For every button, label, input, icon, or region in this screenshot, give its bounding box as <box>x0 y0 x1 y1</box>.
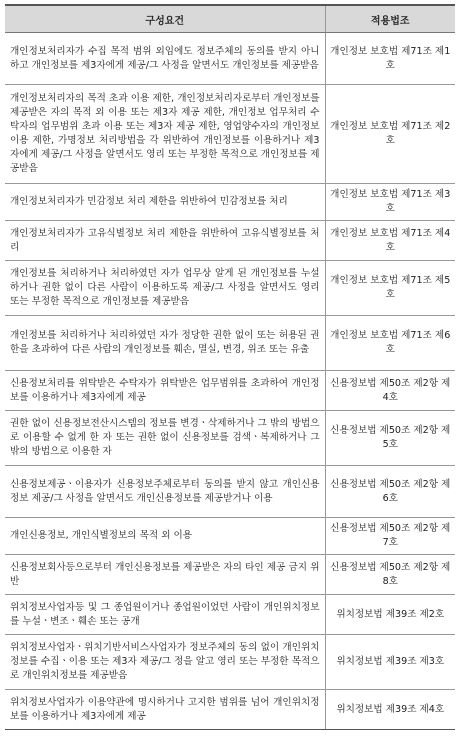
table-row <box>5 411 455 466</box>
law-cell: 개인정보 보호법 제71조 제6호 <box>325 316 455 371</box>
table-row <box>5 33 455 85</box>
law-cell: 신용정보법 제50조 제2항 제7호 <box>325 518 455 555</box>
requirement-cell: 위치정보사업자등 및 그 종업원이거나 종업원이었던 사람이 개인위치정보를 누설ㆍ변조ㆍ훼손 또는 공개 <box>5 595 325 635</box>
law-cell: 개인정보 보호법 제71조 제1호 <box>325 33 455 85</box>
table-row <box>5 518 455 555</box>
law-cell: 개인정보 보호법 제71조 제2호 <box>325 85 455 184</box>
table-row <box>5 316 455 371</box>
table-row <box>5 466 455 518</box>
requirement-cell: 개인정보를 처리하거나 처리하였던 자가 정당한 권한 없이 또는 허용된 권한을 초과하여 다른 사람의 개인정보를 훼손, 멸실, 변경, 위조 또는 유출 <box>5 316 325 371</box>
statute-table <box>5 4 455 730</box>
requirement-cell: 신용정보제공ㆍ이용자가 신용정보주체로부터 동의를 받지 않고 개인신용정보 제공/그 사정을 알면서도 개인신용정보를 제공받거나 이용 <box>5 466 325 518</box>
table-row <box>5 635 455 690</box>
table-row <box>5 690 455 730</box>
requirement-cell: 개인정보를 처리하거나 처리하였던 자가 업무상 알게 된 개인정보를 누설하거나 권한 없이 다른 사람이 이용하도록 제공/그 사정을 알면서도 영리 또는 부정한 목적으로 개인정보를 제공받음 <box>5 261 325 316</box>
header-applicable-law: 적용법조 <box>325 5 455 33</box>
table-row <box>5 595 455 635</box>
header-requirement: 구성요건 <box>5 5 325 33</box>
requirement-cell: 위치정보사업자가 이용약관에 명시하거나 고지한 범위를 넘어 개인위치정보를 이용하거나 제3자에게 제공 <box>5 690 325 730</box>
statute-table-container <box>5 4 455 730</box>
table-row <box>5 85 455 184</box>
law-cell: 위치정보법 제39조 제2호 <box>325 595 455 635</box>
table-row <box>5 555 455 595</box>
table-row <box>5 371 455 411</box>
law-cell: 개인정보 보호법 제71조 제3호 <box>325 184 455 221</box>
requirement-cell: 위치정보사업자ㆍ위치기반서비스사업자가 정보주체의 동의 없이 개인위치정보를 수집ㆍ이용 또는 제3자 제공/그 정을 알고 영리 또는 부정한 목적으로 개인위치정보를 제공받음 <box>5 635 325 690</box>
table-row <box>5 221 455 261</box>
table-header-row <box>5 5 455 33</box>
requirement-cell: 신용정보회사등으로부터 개인신용정보를 제공받은 자의 타인 제공 금지 위반 <box>5 555 325 595</box>
law-cell: 개인정보 보호법 제71조 제4호 <box>325 221 455 261</box>
requirement-cell: 개인정보처리자가 민감정보 처리 제한을 위반하여 민감정보를 처리 <box>5 184 325 221</box>
law-cell: 신용정보법 제50조 제2항 제4호 <box>325 371 455 411</box>
requirement-cell: 개인신용정보, 개인식별정보의 목적 외 이용 <box>5 518 325 555</box>
law-cell: 위치정보법 제39조 제3호 <box>325 635 455 690</box>
law-cell: 신용정보법 제50조 제2항 제8호 <box>325 555 455 595</box>
requirement-cell: 개인정보처리자의 목적 초과 이용 제한, 개인정보처리자로부터 개인정보를 제공받은 자의 목적 외 이용 또는 제3자 제공 제한, 개인정보 업무처리 수탁자의 업무범위 초과 이용 또는 제3자 제공 제한, 영업양수자의 개인정보 이용 제한, 가명정보 처리방법을 각 위반하여 개인정보를 이용하거나 제3자에게 제공/그 사정을 알면서도 영리 또는 부정한 목적으로 개인정보를 제공받음 <box>5 85 325 184</box>
requirement-cell: 개인정보처리자가 고유식별정보 처리 제한을 위반하여 고유식별정보를 처리 <box>5 221 325 261</box>
table-row <box>5 261 455 316</box>
law-cell: 신용정보법 제50조 제2항 제6호 <box>325 466 455 518</box>
table-row <box>5 184 455 221</box>
requirement-cell: 권한 없이 신용정보전산시스템의 정보를 변경ㆍ삭제하거나 그 밖의 방법으로 이용할 수 없게 한 자 또는 권한 없이 신용정보를 검색ㆍ복제하거나 그 밖의 방법으로 이용한 자 <box>5 411 325 466</box>
requirement-cell: 개인정보처리자가 수집 목적 범위 외임에도 정보주체의 동의를 받지 아니하고 개인정보를 제3자에게 제공/그 사정을 알면서도 개인정보를 제공받음 <box>5 33 325 85</box>
law-cell: 신용정보법 제50조 제2항 제5호 <box>325 411 455 466</box>
law-cell: 위치정보법 제39조 제4호 <box>325 690 455 730</box>
law-cell: 개인정보 보호법 제71조 제5호 <box>325 261 455 316</box>
requirement-cell: 신용정보처리를 위탁받은 수탁자가 위탁받은 업무범위를 초과하여 개인정보를 이용하거나 제3자에게 제공 <box>5 371 325 411</box>
